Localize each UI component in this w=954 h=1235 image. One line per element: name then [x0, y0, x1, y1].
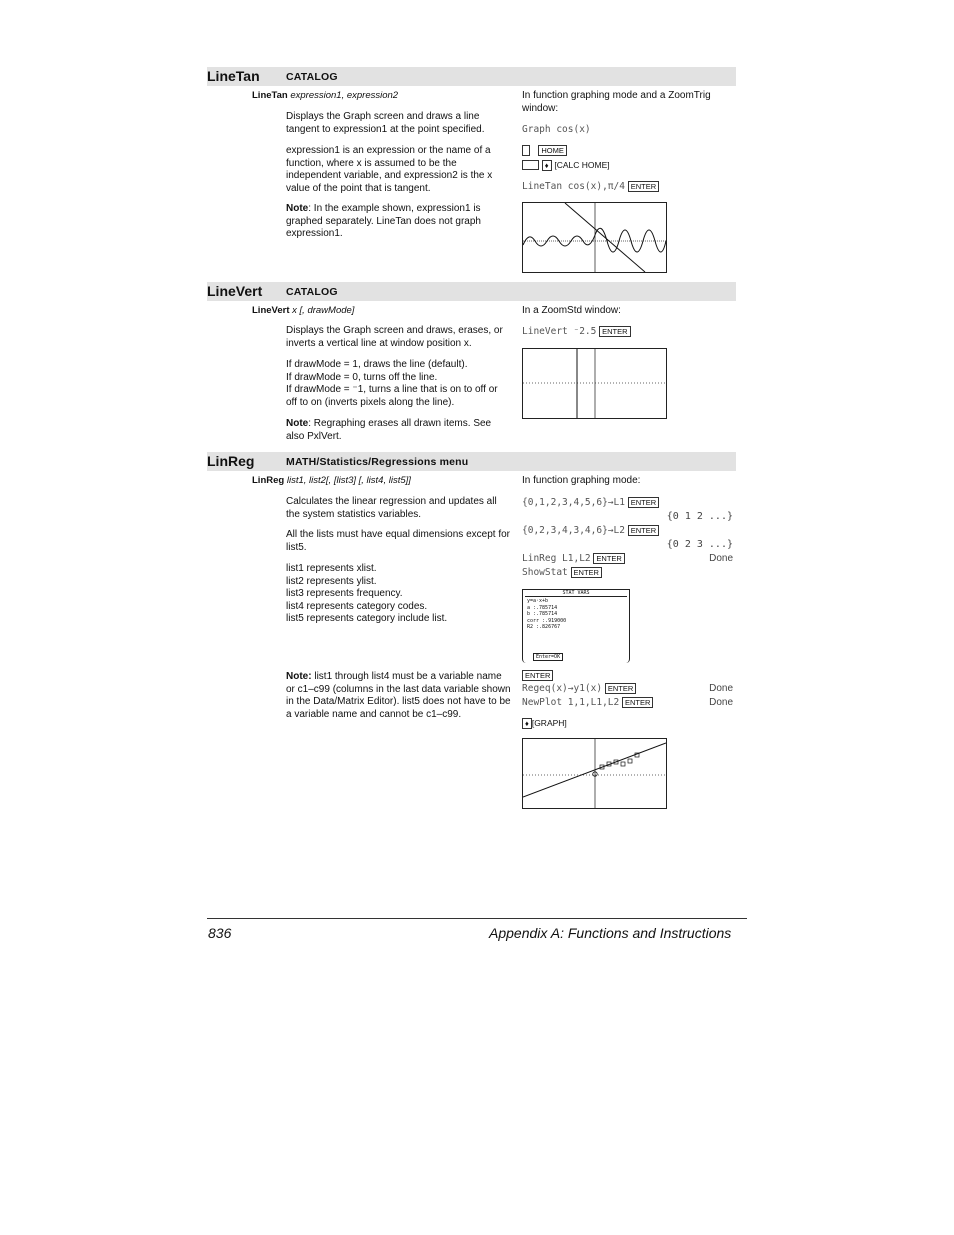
- tangent-line: [565, 203, 645, 272]
- enter-key: ENTER: [628, 525, 659, 536]
- stat-row: y=a·x+b: [527, 598, 549, 605]
- list-item: list3 represents frequency.: [286, 588, 403, 600]
- list-item: list4 represents category codes.: [286, 600, 428, 612]
- enter-key: ENTER: [593, 553, 624, 564]
- graph-screen-linetan: [522, 202, 667, 273]
- graph-screen-linevert: [522, 348, 667, 419]
- note: [286, 418, 511, 443]
- calculator-keyboard-icon: [522, 160, 539, 170]
- note: [286, 671, 511, 721]
- result: Done: [709, 553, 733, 564]
- enter-key: ENTER: [628, 181, 659, 192]
- example-line: LineVert ⁻2.5 ENTER: [522, 326, 631, 339]
- example-line: Graph cos(x): [522, 124, 591, 135]
- note: [286, 203, 511, 241]
- drawmode-1: If drawMode = 1, draws the line (default).: [286, 359, 468, 370]
- data-point: [621, 762, 625, 766]
- syntax-args: list1, list2[, [list3] [, list4, list5]]: [286, 475, 411, 486]
- entry-title: LineTan: [207, 68, 260, 84]
- note-label: Note:: [286, 671, 312, 682]
- drawmode-neg1: If drawMode = ⁻1, turns a line that is on to off or off to on (inverts pixels along the line).: [286, 384, 498, 408]
- example-line: LinReg L1,L2 ENTER: [522, 553, 625, 566]
- stat-rows: [523, 597, 629, 631]
- page-number: 836: [208, 925, 232, 941]
- example-line: {0,2,3,4,3,4,6}→L2 ENTER: [522, 525, 659, 538]
- description: Displays the Graph screen and draws a line tangent to expression1 at the point specified.: [286, 111, 485, 135]
- description-2: expression1 is an expression or the name of a function, where x is assumed to be the independent variable, and expression2 is the x value of the point that is tangent.: [286, 145, 493, 194]
- entry-menu: MATH/Statistics/Regressions menu: [286, 456, 469, 468]
- example-line: Regeq(x)→y1(x) ENTER: [522, 683, 636, 696]
- enter-key: ENTER: [605, 683, 636, 694]
- result: {0 1 2 ...}: [666, 511, 733, 522]
- result: Done: [709, 697, 733, 708]
- graph-screen-linreg: [522, 738, 667, 809]
- result: Done: [709, 683, 733, 694]
- graph-label: [GRAPH]: [531, 718, 567, 728]
- example-line: NewPlot 1,1,L1,L2 ENTER: [522, 697, 653, 710]
- keystrokes-home: [522, 145, 567, 158]
- syntax-args: x [, drawMode]: [292, 305, 355, 316]
- entry-menu: CATALOG: [286, 286, 338, 298]
- footer-rule: [207, 918, 747, 919]
- description: Displays the Graph screen and draws, erases, or inverts a vertical line at window position x.: [286, 325, 503, 349]
- example-line-2: LineTan cos(x),π/4 ENTER: [522, 181, 659, 194]
- syntax-cmd: LinReg: [252, 475, 285, 486]
- note-text: : Regraphing erases all drawn items. See also PxlVert.: [286, 418, 492, 442]
- example-line: ShowStat ENTER: [522, 567, 602, 580]
- result: {0 2 3 ...}: [666, 539, 733, 550]
- entry-title: LinReg: [207, 453, 255, 469]
- entry-title: LineVert: [207, 283, 263, 299]
- example-intro: In function graphing mode and a ZoomTrig window:: [522, 90, 711, 114]
- syntax: [252, 90, 398, 101]
- footer-title: Appendix A: Functions and Instructions: [489, 925, 732, 941]
- diamond-key: ♦: [522, 718, 532, 729]
- stat-title: STAT VARS: [525, 590, 627, 597]
- data-point: [628, 759, 632, 763]
- syntax-cmd: LineVert: [252, 305, 290, 316]
- diamond-key: ♦: [542, 160, 552, 171]
- enter-key: ENTER: [522, 670, 553, 681]
- note-label: Note: [286, 418, 309, 429]
- syntax: [252, 475, 411, 486]
- enter-key: ENTER: [599, 326, 630, 337]
- stat-vars-screen: [522, 589, 630, 663]
- note-label: Note: [286, 203, 309, 214]
- drawmode-0: If drawMode = 0, turns off the line.: [286, 372, 438, 383]
- syntax-args: expression1, expression2: [290, 90, 399, 101]
- cosine-curve: [523, 228, 666, 252]
- note-text: : In the example shown, expression1 is graphed separately. LineTan does not graph expression1.: [286, 203, 481, 240]
- description-2: All the lists must have equal dimensions except for list5.: [286, 529, 510, 553]
- example-line: {0,1,2,3,4,5,6}→L1 ENTER: [522, 497, 659, 510]
- list-descriptions: [286, 563, 511, 626]
- list-item: list2 represents ylist.: [286, 575, 377, 587]
- home-key: HOME: [538, 145, 567, 156]
- calculator-icon: [522, 145, 530, 156]
- enter-key: ENTER: [622, 697, 653, 708]
- example-intro: In function graphing mode:: [522, 475, 641, 486]
- description: Calculates the linear regression and updates all the system statistics variables.: [286, 496, 497, 520]
- example-intro: In a ZoomStd window:: [522, 305, 621, 316]
- example-enter: [522, 670, 553, 683]
- stat-row: R2 :.826767: [527, 624, 561, 631]
- list-item: list5 represents category include list.: [286, 613, 448, 625]
- entry-menu: CATALOG: [286, 71, 338, 83]
- stat-row: b :.785714: [527, 611, 558, 618]
- stat-ok-button[interactable]: Enter=OK: [533, 653, 563, 661]
- example-graph-keys: [522, 717, 567, 731]
- note-text: list1 through list4 must be a variable name or c1–c99 (columns in the last data variable shown in the Data/Matrix Editor). list5 does not have to be a variable name and cannot be c1–c99.: [286, 671, 511, 720]
- enter-key: ENTER: [571, 567, 602, 578]
- keystrokes-calc-home: [522, 159, 610, 173]
- syntax: [252, 305, 354, 316]
- stat-row: corr :.919000: [527, 617, 567, 624]
- calc-home-label: [CALC HOME]: [554, 160, 610, 170]
- stat-row: a :.785714: [527, 604, 558, 611]
- enter-key: ENTER: [628, 497, 659, 508]
- list-item: list1 represents xlist.: [286, 563, 377, 574]
- syntax-cmd: LineTan: [252, 90, 288, 101]
- regression-line: [523, 743, 666, 797]
